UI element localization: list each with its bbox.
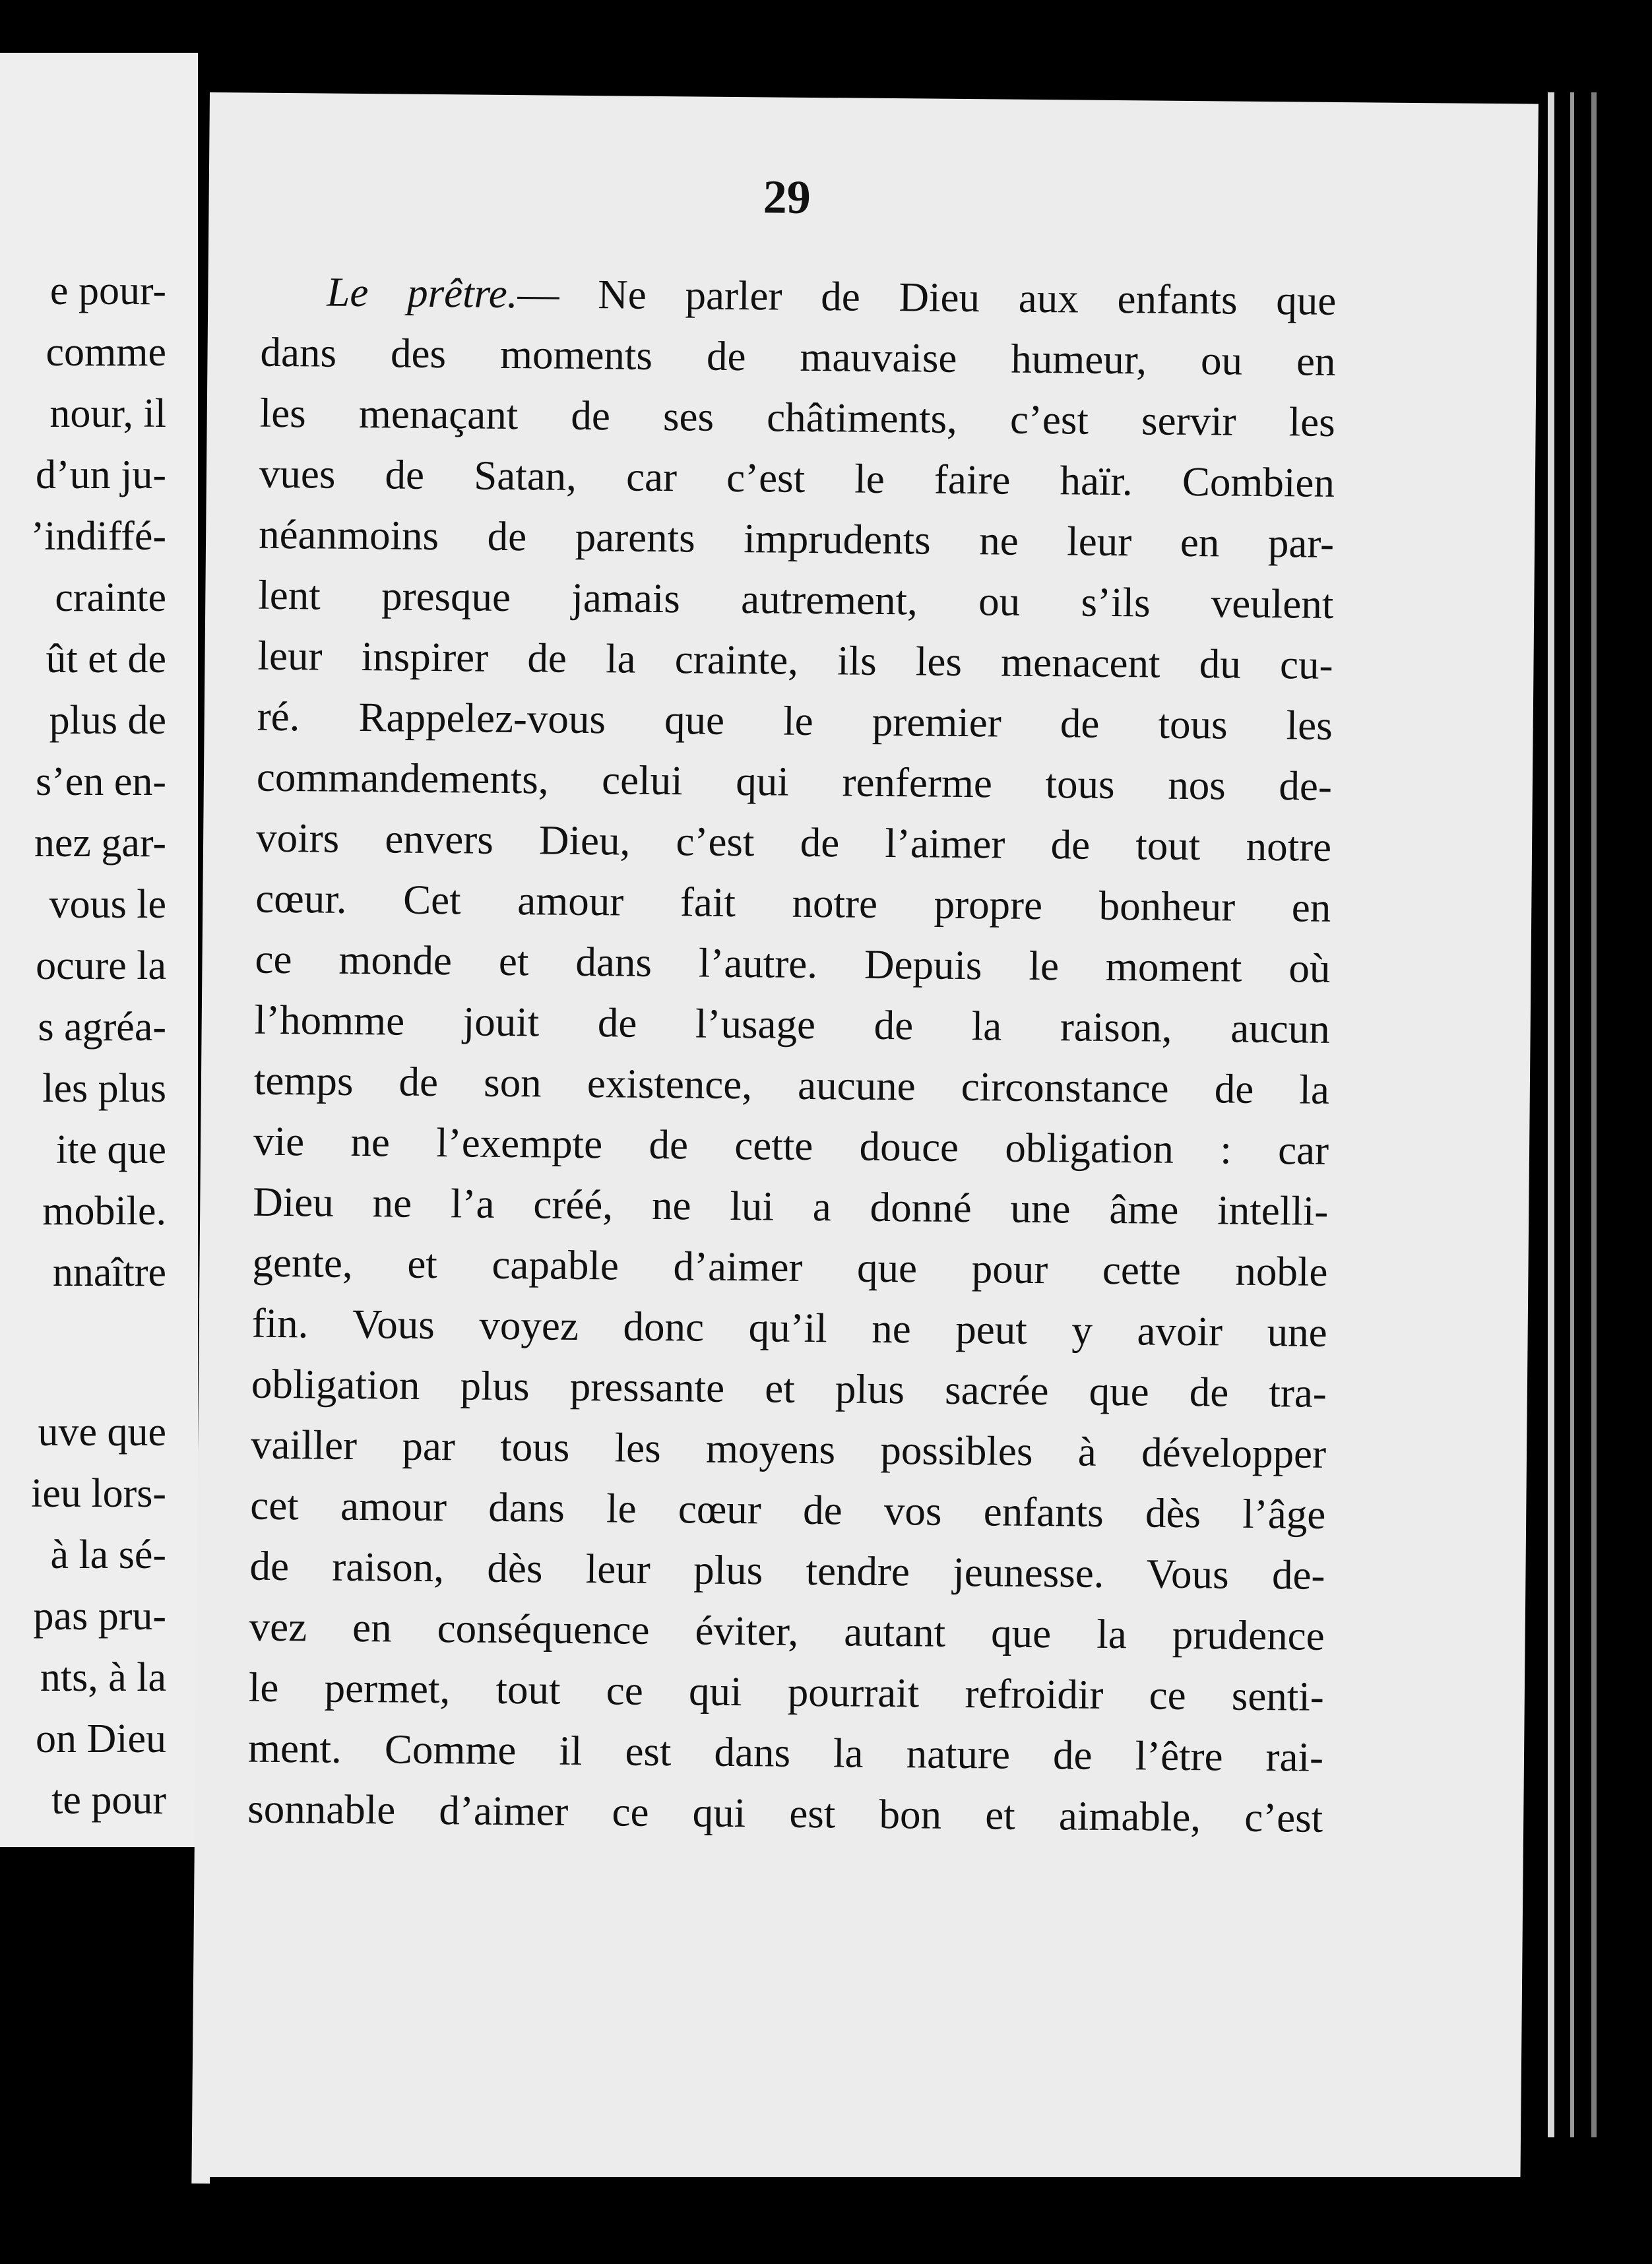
text-line: de raison, dès leur plus tendre jeunesse. Vous de-	[249, 1542, 1325, 1598]
text-line: voirs envers Dieu, c’est de l’aimer de tout notre	[255, 814, 1332, 870]
text-line: néanmoins de parents imprudents ne leur en par-	[258, 511, 1335, 567]
left-page-line: mobile.	[42, 1189, 166, 1234]
page-number: 29	[763, 170, 811, 224]
page-edge-stripe	[1548, 92, 1554, 2137]
left-page-line: s agréa-	[38, 1005, 166, 1050]
first-line-text: — Ne parler de Dieu aux enfants que	[517, 270, 1337, 324]
page-edge-stripe	[1570, 92, 1574, 2137]
first-line	[327, 268, 1337, 324]
left-page-line: crainte	[55, 575, 166, 620]
text-line: vez en conséquence éviter, autant que la prudence	[249, 1603, 1325, 1659]
text-line: cet amour dans le cœur de vos enfants dès l’âge	[250, 1482, 1326, 1538]
text-line: dans des moments de mauvaise humeur, ou en	[260, 329, 1336, 385]
left-page-line: ieu lors-	[31, 1471, 166, 1516]
left-page-line: te pour	[51, 1778, 166, 1823]
text-line: temps de son existence, aucune circonstance de la	[253, 1057, 1330, 1113]
left-page-line: nez gar-	[34, 821, 166, 865]
left-page-line: nnaître	[52, 1250, 166, 1295]
page-edge-stripe	[1591, 92, 1597, 2137]
left-page-line: nour, il	[49, 391, 166, 436]
text-line: le permet, tout ce qui pourrait refroidir ce senti-	[248, 1664, 1325, 1720]
left-page-line: uve que	[38, 1410, 166, 1455]
text-line: ré. Rappelez-vous que le premier de tous les	[257, 693, 1333, 749]
text-line: ce monde et dans l’autre. Depuis le moment où	[255, 935, 1331, 991]
left-page-line: ocure la	[36, 943, 166, 988]
scan-border	[210, 2177, 1539, 2264]
left-page-line: plus de	[49, 698, 166, 743]
left-page-line: d’un ju-	[35, 453, 166, 497]
text-line: fin. Vous voyez donc qu’il ne peut y avoir une	[251, 1300, 1327, 1356]
page-edges	[1539, 0, 1652, 2264]
text-line: ment. Comme il est dans la nature de l’être rai-	[247, 1724, 1324, 1780]
book-page	[191, 92, 1539, 2195]
left-page-line: pas pru-	[33, 1594, 166, 1639]
left-page-line: ite que	[56, 1127, 166, 1172]
speaker-label: Le prêtre.	[327, 268, 518, 317]
left-page-line: comme	[46, 330, 166, 375]
text-line: sonnable d’aimer ce qui est bon et aimable, c’est	[247, 1785, 1323, 1841]
text-line: vues de Satan, car c’est le faire haïr. Combien	[259, 450, 1335, 506]
left-page-line: à la sé-	[50, 1532, 166, 1577]
left-page-line: ût et de	[46, 637, 166, 681]
left-page-line: vous le	[49, 882, 166, 927]
text-line: obligation plus pressante et plus sacrée que de tra-	[251, 1360, 1327, 1416]
text-line: les menaçant de ses châtiments, c’est servir les	[259, 389, 1336, 445]
text-line: l’homme jouit de l’usage de la raison, aucun	[254, 996, 1330, 1052]
left-page-line: s’en en-	[36, 759, 166, 804]
left-page-line: on Dieu	[35, 1716, 166, 1761]
left-page-fragment	[0, 53, 198, 1847]
text-line: leur inspirer de la crainte, ils les menacent du cu-	[257, 632, 1333, 688]
text-line: Dieu ne l’a créé, ne lui a donné une âme intelli-	[253, 1178, 1329, 1234]
left-page-line: les plus	[42, 1066, 166, 1111]
left-page-line: e pour-	[49, 268, 166, 313]
left-page-line: nts, à la	[40, 1655, 166, 1700]
text-line: commandements, celui qui renferme tous nos de-	[256, 753, 1333, 809]
text-line: gente, et capable d’aimer que pour cette noble	[252, 1239, 1328, 1295]
text-line: lent presque jamais autrement, ou s’ils veulent	[258, 571, 1334, 627]
text-line: cœur. Cet amour fait notre propre bonheur en	[255, 875, 1331, 931]
left-page-line: ’indiffé-	[30, 514, 166, 559]
text-line: vailler par tous les moyens possibles à développer	[250, 1421, 1327, 1477]
text-line: vie ne l’exempte de cette douce obligation : car	[253, 1117, 1329, 1174]
